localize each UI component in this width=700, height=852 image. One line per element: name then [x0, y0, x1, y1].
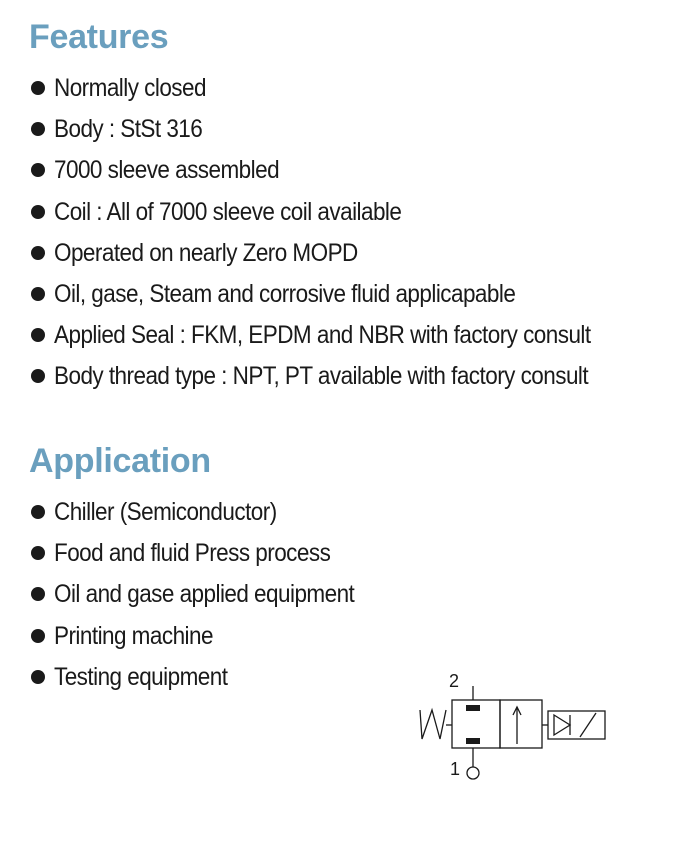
- list-item: 7000 sleeve assembled: [0, 151, 650, 192]
- features-list: [0, 69, 650, 399]
- valve-schematic-symbol: [410, 664, 610, 789]
- bullet-icon: [31, 163, 45, 177]
- bullet-icon: [31, 205, 45, 219]
- bullet-icon: [31, 546, 45, 560]
- list-item: Body thread type : NPT, PT available with factory consult: [0, 357, 650, 398]
- application-list: [0, 493, 388, 699]
- bullet-icon: [31, 81, 45, 95]
- pressure-source-icon: [467, 767, 479, 779]
- list-item: Normally closed: [0, 69, 650, 110]
- list-item: Coil : All of 7000 sleeve coil available: [0, 193, 650, 234]
- bullet-icon: [31, 629, 45, 643]
- bullet-icon: [31, 246, 45, 260]
- bullet-icon: [31, 122, 45, 136]
- list-item: Operated on nearly Zero MOPD: [0, 234, 650, 275]
- list-item: Testing equipment: [0, 658, 388, 699]
- application-heading: Application: [29, 442, 211, 480]
- features-heading: Features: [29, 18, 169, 56]
- list-item: Applied Seal : FKM, EPDM and NBR with factory consult: [0, 316, 650, 357]
- bullet-icon: [31, 587, 45, 601]
- list-item: Oil and gase applied equipment: [0, 575, 388, 616]
- list-item: Food and fluid Press process: [0, 534, 388, 575]
- bullet-icon: [31, 287, 45, 301]
- list-item: Oil, gase, Steam and corrosive fluid applicapable: [0, 275, 650, 316]
- bullet-icon: [31, 670, 45, 684]
- port-bottom-label: 1: [450, 759, 461, 779]
- blocked-port-mark-bottom: [466, 738, 480, 744]
- solenoid-icon: [548, 711, 605, 739]
- port-top-label: 2: [449, 671, 460, 691]
- bullet-icon: [31, 328, 45, 342]
- bullet-icon: [31, 369, 45, 383]
- list-item: Printing machine: [0, 617, 388, 658]
- valve-position-open: [500, 700, 542, 748]
- blocked-port-mark-top: [466, 705, 480, 711]
- bullet-icon: [31, 505, 45, 519]
- spring-icon: [420, 710, 446, 739]
- list-item: Body : StSt 316: [0, 110, 650, 151]
- list-item: Chiller (Semiconductor): [0, 493, 388, 534]
